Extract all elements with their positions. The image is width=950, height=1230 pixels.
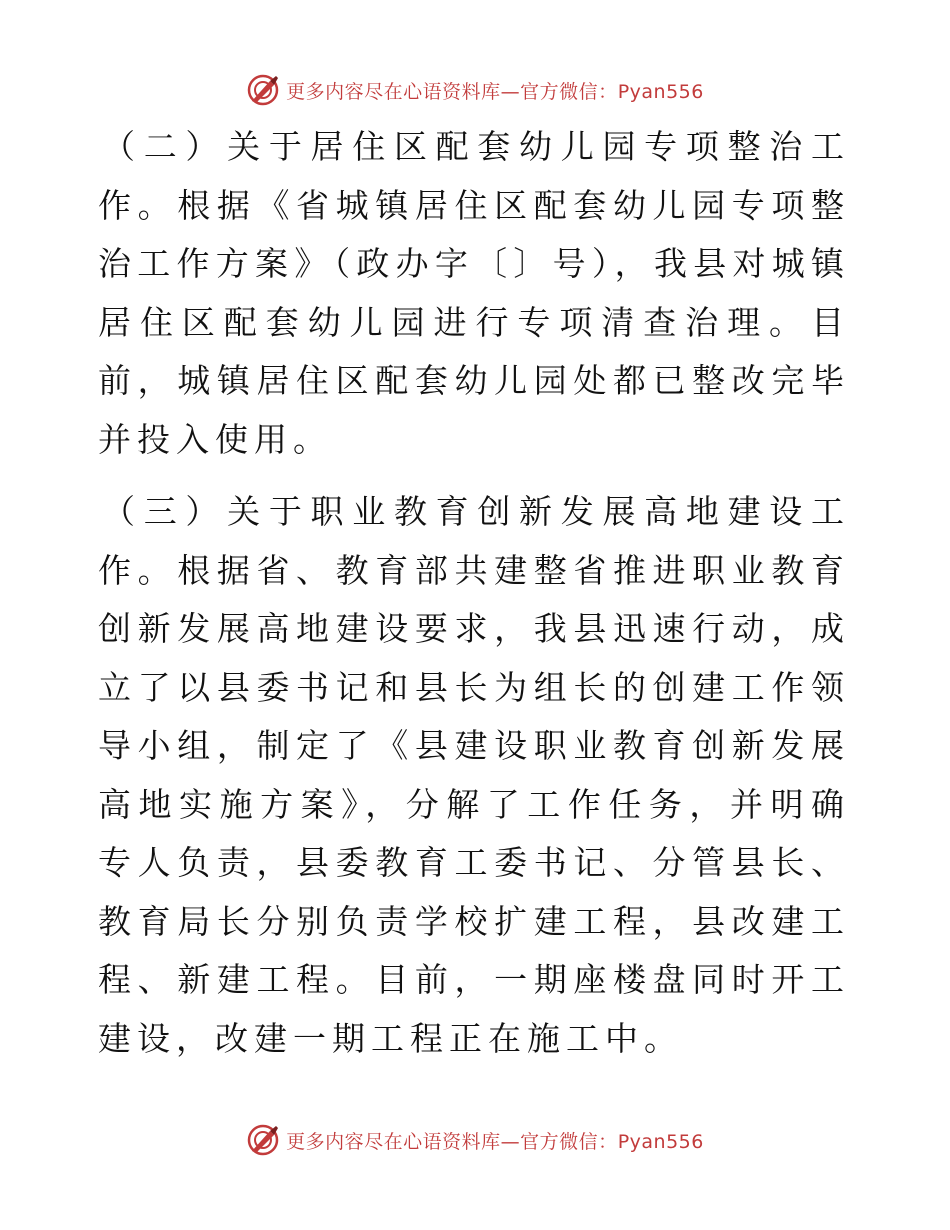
- separator: —: [500, 1130, 521, 1153]
- paragraph-kindergarten: （二）关于居住区配套幼儿园专项整治工作。根据《省城镇居住区配套幼儿园专项整治工作方案》（政办字〔〕号），我县对城镇居住区配套幼儿园进行专项清查治理。目前，城镇居住区配套幼儿园处都已整改完毕并投入使用。: [98, 127, 850, 459]
- pen-logo-icon: [246, 73, 280, 107]
- separator: —: [500, 80, 521, 103]
- wechat-label: 官方微信：: [520, 80, 618, 103]
- site-text: 更多内容尽在心语资料库: [286, 80, 501, 103]
- document-body: [98, 118, 850, 1068]
- wechat-id: Pyan556: [617, 1130, 704, 1153]
- footer-banner: [0, 1120, 950, 1160]
- paragraph-vocational-education: （三）关于职业教育创新发展高地建设工作。根据省、教育部共建整省推进职业教育创新发展高地建设要求，我县迅速行动，成立了以县委书记和县长为组长的创建工作领导小组，制定了《县建设职业教育创新发展高地实施方案》，分解了工作任务，并明确专人负责，县委教育工委书记、分管县长、教育局长分别负责学校扩建工程，县改建工程、新建工程。目前，一期座楼盘同时开工建设，改建一期工程正在施工中。: [98, 492, 850, 1058]
- site-text: 更多内容尽在心语资料库: [286, 1130, 501, 1153]
- header-banner: [0, 70, 950, 110]
- wechat-label: 官方微信：: [520, 1130, 618, 1153]
- pen-logo-icon: [246, 1123, 280, 1157]
- wechat-id: Pyan556: [617, 80, 704, 103]
